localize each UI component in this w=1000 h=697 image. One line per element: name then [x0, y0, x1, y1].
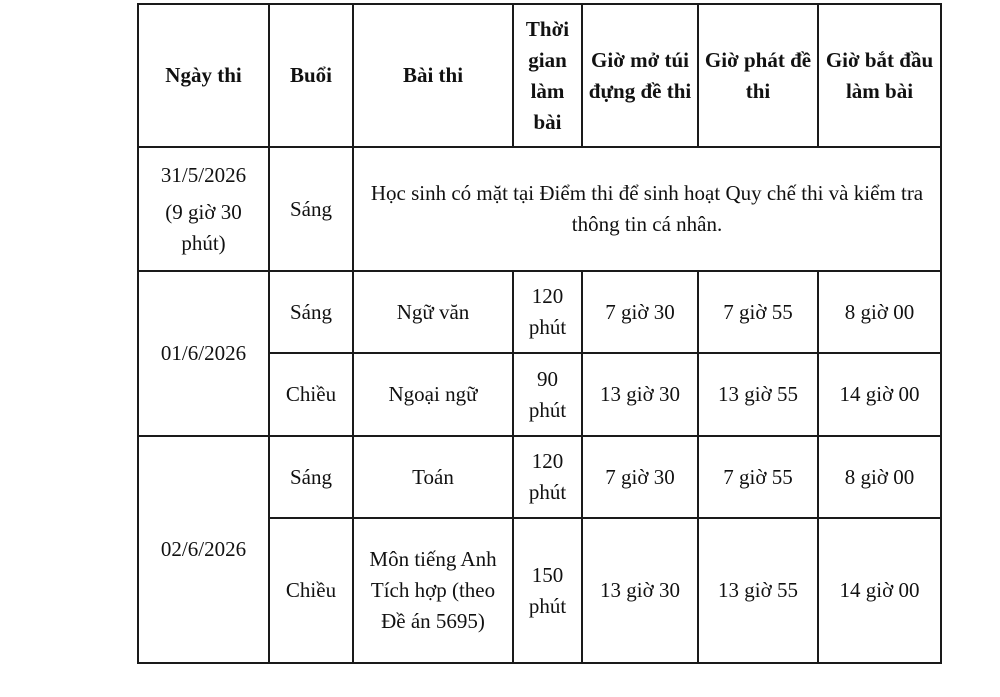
exam-schedule-table: [137, 3, 942, 664]
table-row: [138, 436, 941, 518]
header-row: [138, 4, 941, 147]
distribute-time-cell: 7 giờ 55: [698, 436, 818, 518]
exam-date-cell: [138, 147, 269, 271]
header-subject: Bài thi: [353, 4, 513, 147]
start-time-cell: 14 giờ 00: [818, 518, 941, 663]
exam-date-cell: 01/6/2026: [138, 271, 269, 436]
header-session: Buổi: [269, 4, 353, 147]
start-time-cell: 8 giờ 00: [818, 436, 941, 518]
subject-cell: Ngoại ngữ: [353, 353, 513, 436]
orientation-note: Học sinh có mặt tại Điểm thi để sinh hoạt Quy chế thi và kiểm tra thông tin cá nhân.: [353, 147, 941, 271]
session-cell: Sáng: [269, 436, 353, 518]
duration-cell: 120 phút: [513, 271, 582, 353]
open-time-cell: 7 giờ 30: [582, 271, 698, 353]
open-time-cell: 13 giờ 30: [582, 353, 698, 436]
open-time-cell: 13 giờ 30: [582, 518, 698, 663]
header-exam-date: Ngày thi: [138, 4, 269, 147]
duration-cell: 90 phút: [513, 353, 582, 436]
open-time-cell: 7 giờ 30: [582, 436, 698, 518]
session-cell: Chiều: [269, 518, 353, 663]
subject-cell: Ngữ văn: [353, 271, 513, 353]
session-cell: Sáng: [269, 271, 353, 353]
duration-cell: 150 phút: [513, 518, 582, 663]
subject-cell: Toán: [353, 436, 513, 518]
exam-date-cell: 02/6/2026: [138, 436, 269, 663]
distribute-time-cell: 13 giờ 55: [698, 353, 818, 436]
header-open-time: Giờ mở túi đựng đề thi: [582, 4, 698, 147]
header-distribute-time: Giờ phát đề thi: [698, 4, 818, 147]
header-start-time: Giờ bắt đầu làm bài: [818, 4, 941, 147]
table-row: [138, 271, 941, 353]
distribute-time-cell: 13 giờ 55: [698, 518, 818, 663]
subject-cell: Môn tiếng Anh Tích hợp (theo Đề án 5695): [353, 518, 513, 663]
duration-cell: 120 phút: [513, 436, 582, 518]
session-cell: Sáng: [269, 147, 353, 271]
distribute-time-cell: 7 giờ 55: [698, 271, 818, 353]
start-time-cell: 14 giờ 00: [818, 353, 941, 436]
header-duration: Thời gian làm bài: [513, 4, 582, 147]
session-cell: Chiều: [269, 353, 353, 436]
exam-date: 31/5/2026: [160, 162, 247, 187]
start-time-cell: 8 giờ 00: [818, 271, 941, 353]
exam-date-note: (9 giờ 30 phút): [165, 199, 242, 255]
table-row: [138, 147, 941, 271]
